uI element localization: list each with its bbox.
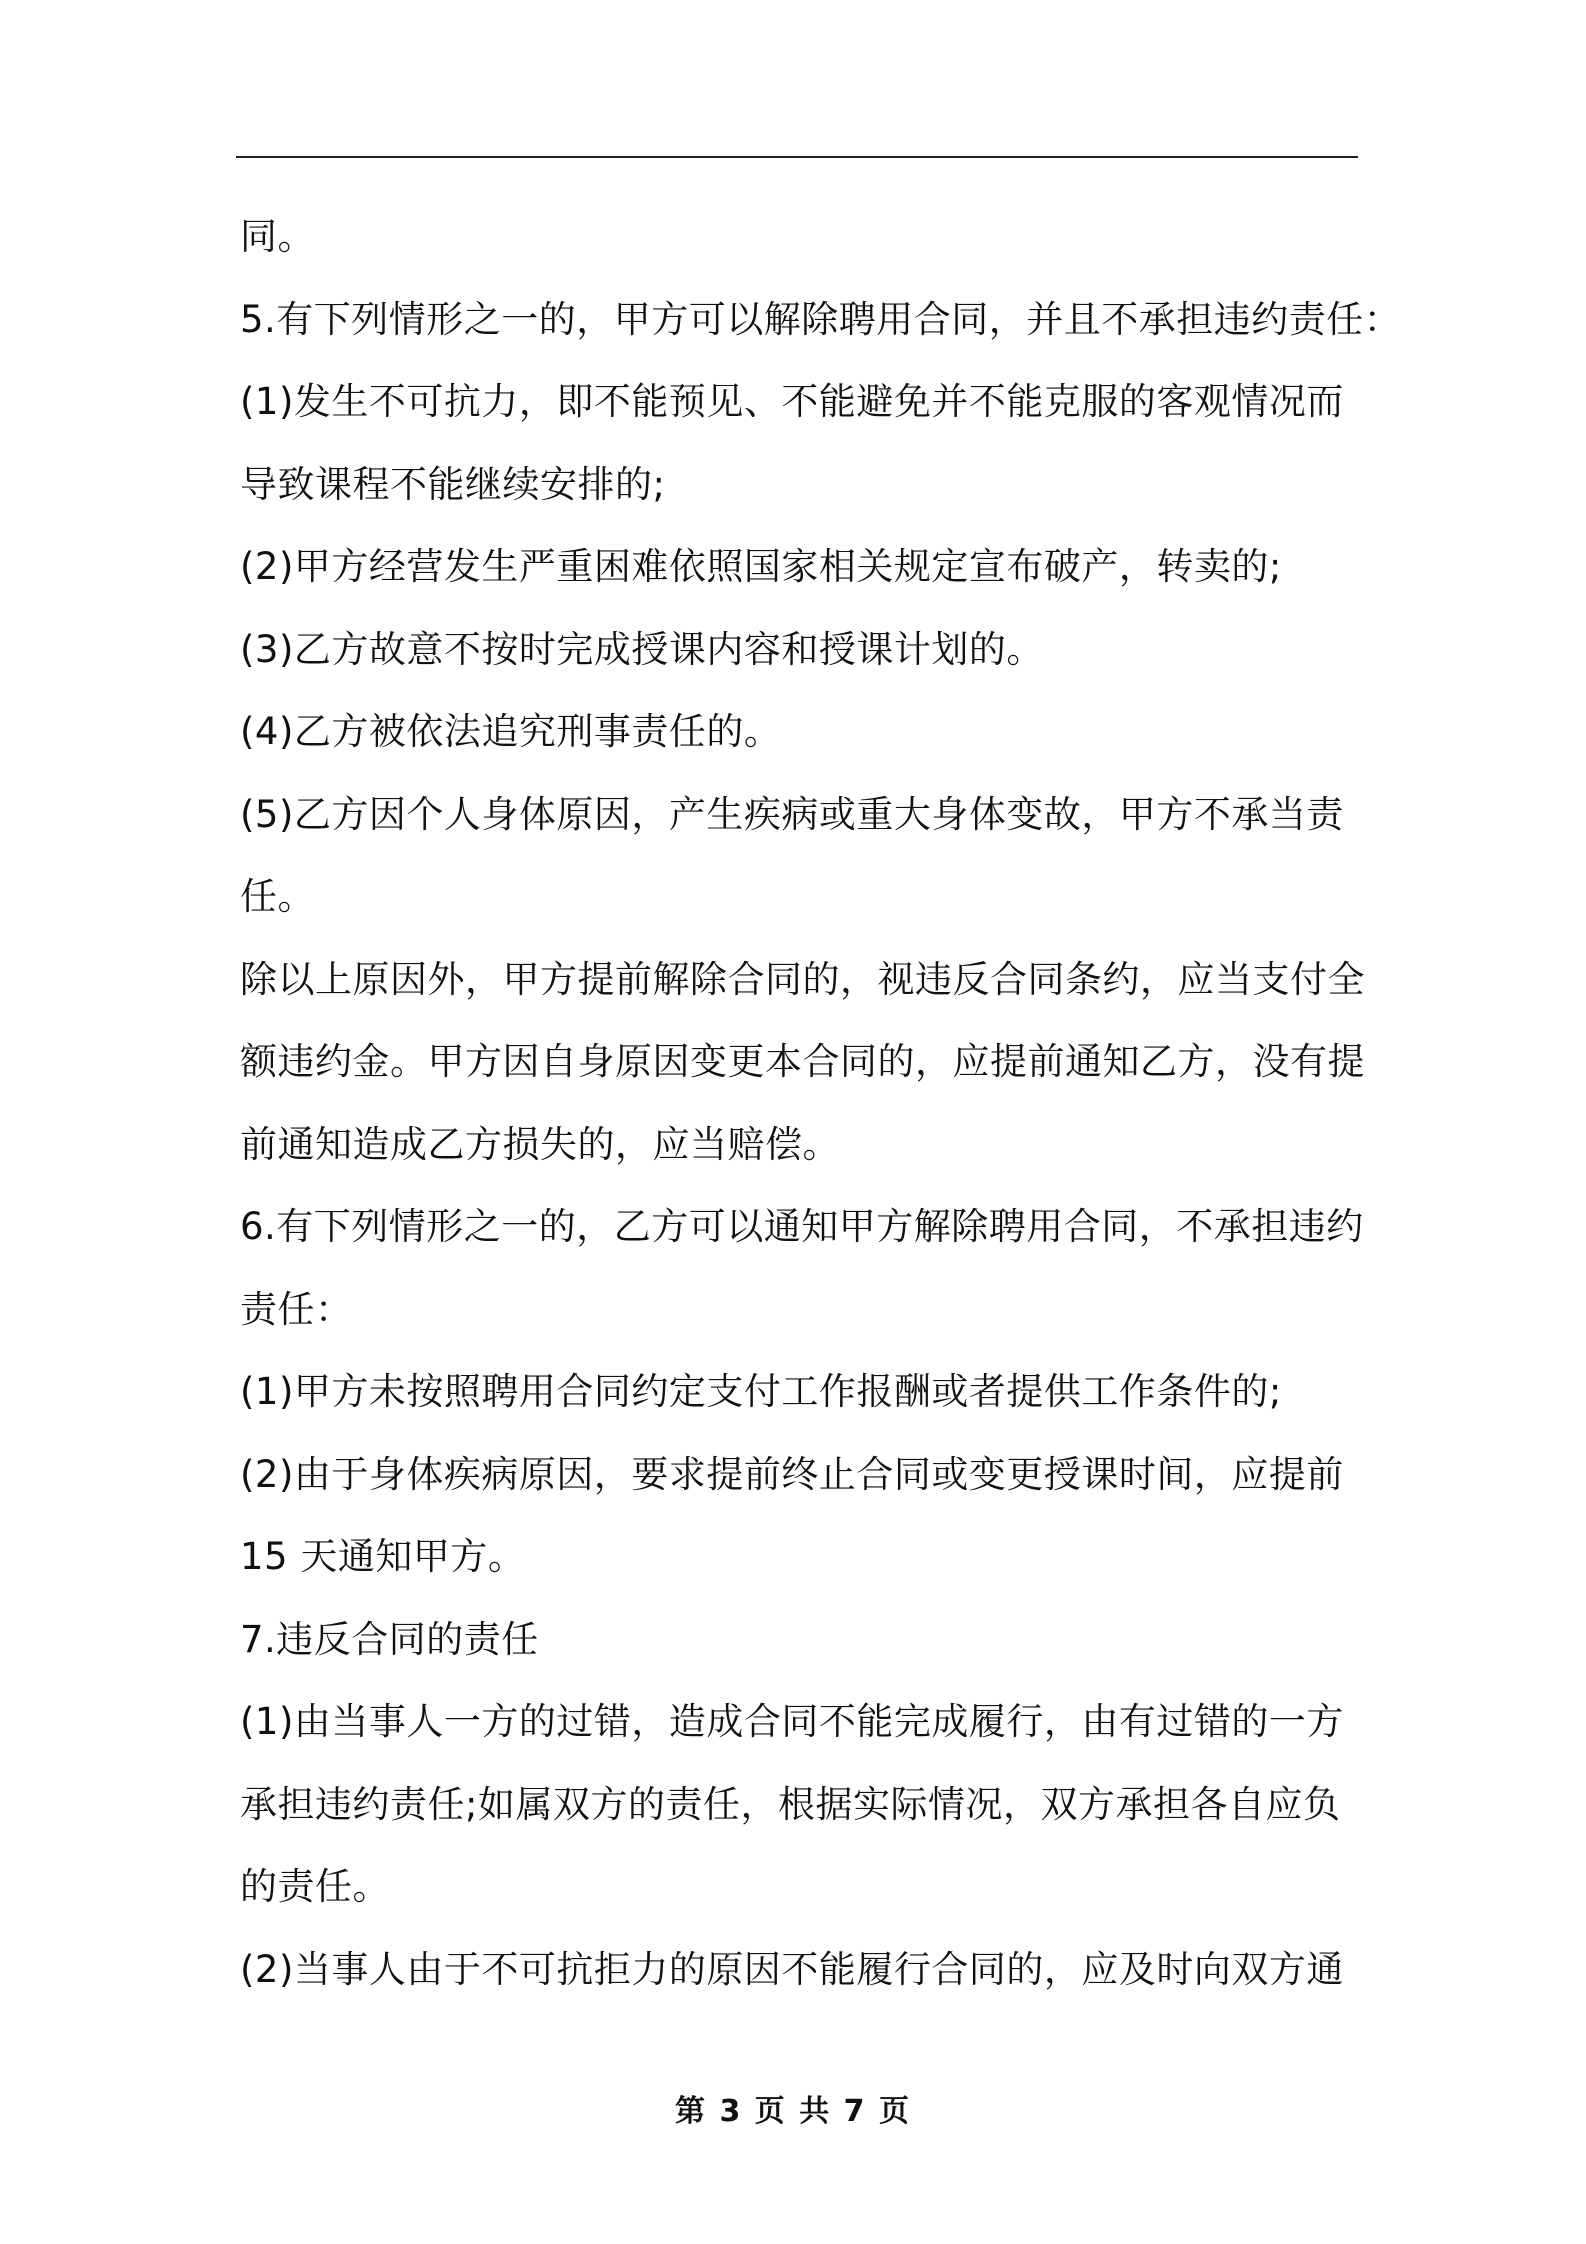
text-line: (2)当事人由于不可抗拒力的原因不能履行合同的，应及时向双方通 (240, 1947, 1344, 1991)
text-line: (1)由当事人一方的过错，造成合同不能完成履行，由有过错的一方 (240, 1700, 1344, 1743)
text-line: (2)甲方经营发生严重困难依照国家相关规定宣布破产，转卖的; (240, 545, 1282, 588)
text-line: 除以上原因外，甲方提前解除合同的，视违反合同条约，应当支付全 (240, 957, 1365, 1001)
text-line: (3)乙方故意不按时完成授课内容和授课计划的。 (240, 627, 1044, 671)
text-line: 承担违约责任;如属双方的责任，根据实际情况，双方承担各自应负 (240, 1782, 1341, 1826)
text-line: 15 天通知甲方。 (240, 1535, 526, 1578)
text-line: 5.有下列情形之一的，甲方可以解除聘用合同，并且不承担违约责任： (240, 297, 1402, 341)
text-line: 前通知造成乙方损失的，应当赔偿。 (240, 1122, 840, 1166)
text-line: (1)发生不可抗力，即不能预见、不能避免并不能克服的客观情况而 (240, 380, 1344, 423)
text-line: 额违约金。甲方因自身原因变更本合同的，应提前通知乙方，没有提 (240, 1040, 1365, 1083)
text-line: (4)乙方被依法追究刑事责任的。 (240, 710, 782, 753)
contract-body (240, 196, 1402, 2011)
text-line: (1)甲方未按照聘用合同约定支付工作报酬或者提供工作条件的; (240, 1370, 1282, 1413)
text-line: (5)乙方因个人身体原因，产生疾病或重大身体变故，甲方不承当责 (240, 792, 1344, 836)
text-line: 导致课程不能继续安排的; (240, 462, 666, 506)
text-line: (2)由于身体疾病原因，要求提前终止合同或变更授课时间，应提前 (240, 1452, 1344, 1496)
text-line: 任。 (240, 875, 315, 918)
text-line: 6.有下列情形之一的，乙方可以通知甲方解除聘用合同，不承担违约 (240, 1205, 1364, 1248)
text-line: 责任： (240, 1287, 353, 1331)
text-line: 同。 (240, 215, 315, 258)
text-line: 7.违反合同的责任 (240, 1617, 539, 1661)
page-number-footer: 第 3 页 共 7 页 (675, 2094, 911, 2129)
header-divider (236, 156, 1358, 158)
text-line: 的责任。 (240, 1865, 390, 1908)
